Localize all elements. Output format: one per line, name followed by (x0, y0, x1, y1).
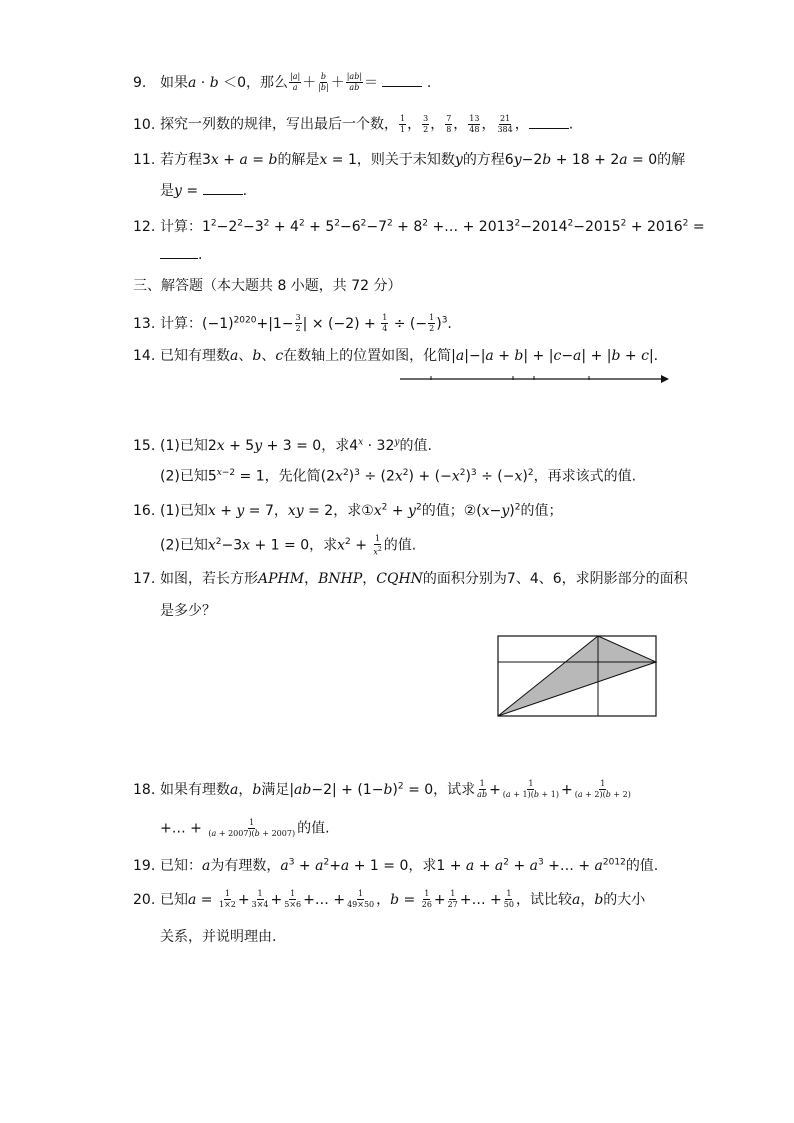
problem-12-line1: 计算：$1^2-2^2-3^2 + 4^2 + 5^2-6^2-7^2 + 8^2$ +… + $2013^2-2014^2-2015^2 + 2016^2$ = (160, 218, 705, 235)
problem-number: 18. (133, 781, 156, 798)
arrow-head-icon (661, 375, 669, 383)
problem-17 (133, 569, 688, 589)
problem-number: 14. (133, 348, 156, 364)
problem-number: 13. (133, 315, 156, 332)
problem-13-text: 计算：$(-1)^{2020}+|1-$ $\frac{3}{2}$ | × (−2) + $\frac{1}{4}$ ÷ (− $\frac{1}{2}$ )$^3$. (160, 313, 452, 334)
problem-17-line2: 是多少？ (160, 603, 216, 619)
problem-19 (133, 852, 658, 876)
problem-number: 10. (133, 116, 156, 133)
problem-number: 16. (133, 502, 156, 519)
problem-13 (133, 310, 452, 334)
problem-number: 17. (133, 571, 156, 587)
problem-10-lead: 探究一列数的规律，写出最后一个数， (160, 116, 398, 133)
problem-10: 10. 探究一列数的规律，写出最后一个数， $\frac{1}{1}$ ， $\frac{3}{2}$ ， $\frac{7}{8}$ ， $\frac{13}{48}$ ， $\frac{21}{384}$ ， . (133, 114, 574, 134)
problem-18 (133, 776, 633, 800)
number-line-figure (395, 368, 675, 400)
rectangle-figure (478, 620, 678, 736)
problem-14-text: 已知有理数a、b、c在数轴上的位置如图，化简|a|−|a + b| + |c−a| + |b + c|. (160, 348, 659, 364)
problem-14 (133, 346, 658, 366)
problem-16-part2: (2)已知$x^2-3x + 1 = 0$，求$x^2$ + $\frac{1}{x^2}$ 的值. (160, 533, 417, 557)
problem-number: 11. (133, 152, 156, 168)
problem-12 (133, 213, 705, 237)
problem-12-line2: . (160, 245, 202, 265)
problem-number: 9. (133, 74, 147, 91)
problem-19-text: 已知：a为有理数，$a^3 + a^2+a + 1 = 0$，求$1 + a + a^2 + a^3$ +… + $a^{2012}$的值. (160, 857, 659, 874)
problem-9 (133, 72, 431, 93)
problem-20-line1: 已知a = $\frac{1}{1\times 2}$ + $\frac{1}{3\times 4}$ + $\frac{1}{5\times 6}$ +… + $\frac{1}{49\times 50}$ ，b = $\frac{1}{26}$ + $\frac{1}{27}$ +… + $\frac{1}{50}$ ，试比较a，b的大小 (160, 889, 646, 909)
problem-15-part2: (2)已知$5^{x-2} = 1$，先化简$(2x^2)^3 \div (2x^2) + (-x^2)^3 \div (-x)^2$，再求该式的值. (160, 468, 637, 485)
problem-20 (133, 889, 645, 910)
problem-9-text: 如果a · b ＜0，那么 $\frac{|a|}{a}$ ＋ $\frac{b}{|b|}$ ＋ $\frac{|ab|}{ab}$ ＝ . (160, 72, 432, 92)
problem-16-part1: (1)已知x + y = 7，xy = 2，求$①x^2 + y^2$的值；$②(x-y)^2$的值； (160, 502, 563, 519)
problem-number: 19. (133, 857, 156, 874)
problem-18-line1: 如果有理数a，b满足$|ab-2| + (1-b)^2 = 0$，试求 $\frac{1}{ab}$ + $\frac{1}{(a + 1)(b + 1)}$ + $\frac{1}{(a + 2)(b + 2)}$ (160, 779, 631, 800)
problem-number: 20. (133, 891, 156, 908)
problem-11-line1: 若方程3x + a = b的解是x = 1，则关于未知数y的方程6y−2b + 18 + 2a = 0的解 (160, 152, 686, 168)
problem-20-line2: 关系，并说明理由. (160, 929, 277, 945)
problem-11-line2: 是y = . (160, 183, 248, 199)
problem-15 (133, 432, 432, 456)
problem-11 (133, 150, 685, 170)
problem-18-line2: +… + $\frac{1}{(a + 2007)(b + 2007)}$ 的值. (160, 818, 330, 838)
problem-number: 12. (133, 218, 156, 235)
section-heading: 三、解答题（本大题共 8 小题，共 72 分） (133, 278, 402, 294)
shaded-triangle (498, 636, 656, 716)
problem-number: 15. (133, 437, 156, 454)
problem-15-part1: (1)已知2x + 5y + 3 = 0，求$4^x \cdot 32^y$的值. (160, 437, 432, 454)
problem-17-line1: 如图，若长方形APHM，BNHP，CQHN的面积分别为7、4、6，求阴影部分的面积 (160, 571, 688, 587)
problem-16 (133, 497, 562, 521)
